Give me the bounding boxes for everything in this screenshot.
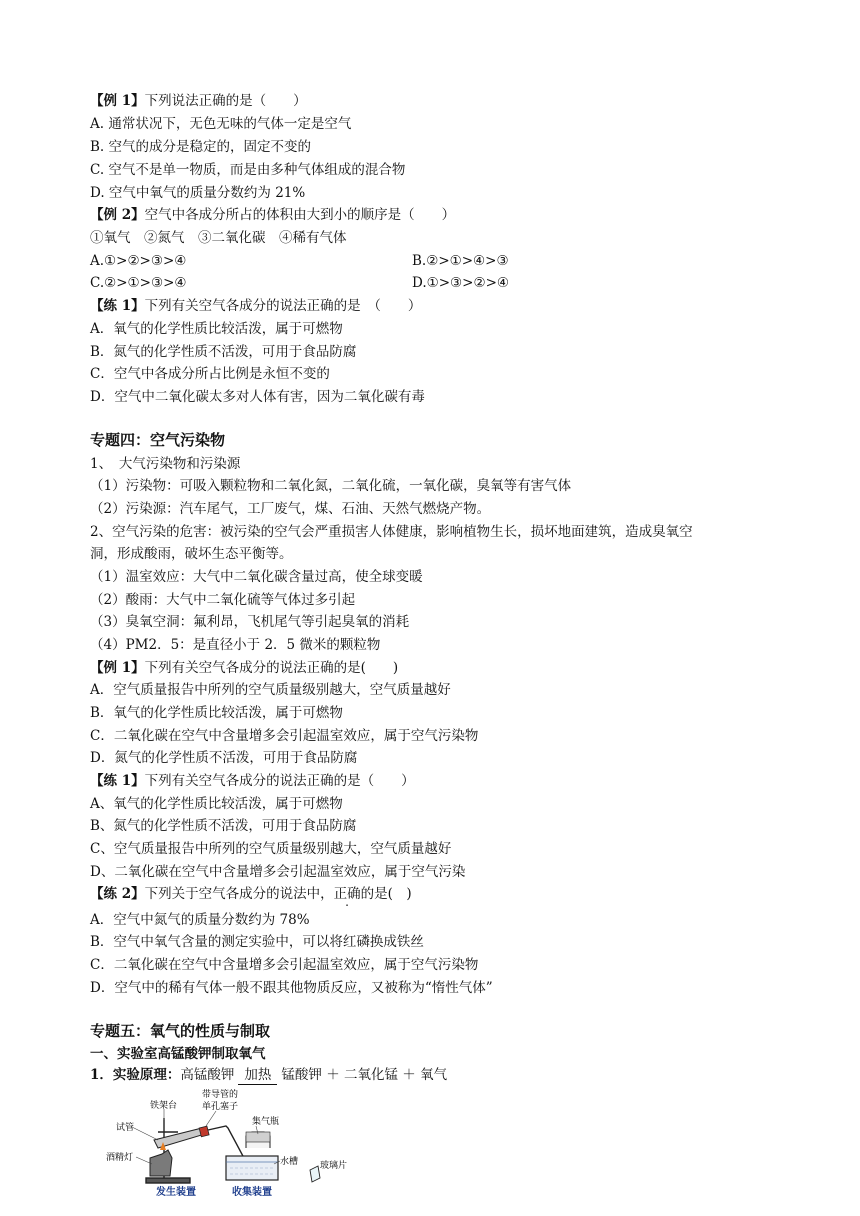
example-2-items: ①氧气 ②氮气 ③二氧化碳 ④稀有气体	[90, 230, 347, 246]
section-5-subtitle: 一、实验室高锰酸钾制取氧气	[90, 1046, 266, 1062]
sec4-point-1: 1、 大气污染物和污染源	[90, 456, 241, 472]
sec4-point-1a: （1）污染物：可吸入颗粒物和二氧化氮，二氧化硫，一氧化碳，臭氧等有害气体	[90, 478, 572, 494]
practice-1-question: 【练 1】下列有关空气各成分的说法正确的是 （ ）	[90, 298, 422, 314]
label-alcohol-lamp: 酒精灯	[106, 1153, 134, 1163]
sec4-point-2-line1: 2、空气污染的危害：被污染的空气会严重损害人体健康，影响植物生长，损坏地面建筑，造成臭氧空	[90, 524, 693, 540]
practice-1-option-d: D．空气中二氧化碳太多对人体有害，因为二氧化碳有毒	[90, 389, 425, 405]
sec4-point-2b: （2）酸雨：大气中二氧化硫等气体过多引起	[90, 592, 356, 608]
label-stopper-line1: 带导管的	[202, 1090, 239, 1100]
sec4-point-2-line2: 洞，形成酸雨，破坏生态平衡等。	[90, 546, 293, 562]
sec4-point-1b: （2）污染源：汽车尾气，工厂废气，煤、石油、天然气燃烧产物。	[90, 501, 491, 517]
reaction-formula: 1．实验原理：高锰酸钾 加热 锰酸钾 ＋ 二氧化锰 ＋ 氧气	[90, 1067, 448, 1083]
sec4-practice-1-option-b: B、氮气的化学性质不活泼，可用于食品防腐	[90, 818, 357, 834]
sec4-practice-1-option-d: D、二氧化碳在空气中含量增多会引起温室效应，属于空气污染	[90, 864, 466, 880]
reaction-condition: 加热	[238, 1066, 277, 1085]
sec4-practice-1-question: 【练 1】下列有关空气各成分的说法正确的是（ ）	[90, 773, 415, 789]
label-test-tube: 试管	[116, 1123, 135, 1133]
sec4-example-1-question: 【例 1】下列有关空气各成分的说法正确的是( )	[90, 660, 399, 676]
example-1-option-c: C. 空气不是单一物质，而是由多种气体组成的混合物	[90, 162, 406, 178]
label-water-trough: 水槽	[280, 1157, 299, 1167]
sec4-example-1-option-d: D．氮气的化学性质不活泼，可用于食品防腐	[90, 750, 358, 766]
example-2-option-a: A.①>②>③>④	[90, 253, 187, 269]
label-generator: 发生装置	[156, 1187, 196, 1198]
sec4-practice-2-option-c: C．二氧化碳在空气中含量增多会引起温室效应，属于空气污染物	[90, 957, 479, 973]
sec4-practice-2-option-a: A．空气中氮气的质量分数约为 78%	[90, 912, 310, 928]
example-2-option-c: C.②>①>③>④	[90, 275, 187, 291]
sec4-practice-2-option-b: B．空气中氧气含量的测定实验中，可以将红磷换成铁丝	[90, 934, 424, 950]
water-trough-shape	[226, 1156, 278, 1180]
label-stopper-line2: 单孔塞子	[202, 1102, 239, 1112]
sec4-point-2d: （4）PM2．5：是直径小于 2．5 微米的颗粒物	[90, 637, 381, 653]
section-4-title: 专题四：空气污染物	[90, 431, 226, 449]
example-2-option-b: B.②>①>④>③	[412, 253, 509, 269]
example-2-question: 【例 2】空气中各成分所占的体积由大到小的顺序是（ ）	[90, 207, 456, 223]
section-5-title: 专题五：氧气的性质与制取	[90, 1022, 271, 1040]
sec4-example-1-option-a: A．空气质量报告中所列的空气质量级别越大，空气质量越好	[90, 682, 451, 698]
example-1-option-a: A. 通常状况下，无色无味的气体一定是空气	[90, 116, 352, 132]
practice-1-option-c: C．空气中各成分所占比例是永恒不变的	[90, 366, 330, 382]
practice-1-option-a: A．氧气的化学性质比较活泼，属于可燃物	[90, 321, 343, 337]
label-glass-slide: 玻璃片	[320, 1161, 348, 1171]
apparatus-diagram	[106, 1088, 366, 1200]
sec4-practice-2-question: 【练 2】下列关于空气各成分的说法中，正确的是( )	[90, 886, 412, 902]
label-collector: 收集装置	[232, 1187, 272, 1198]
gas-bottle-shape	[246, 1132, 270, 1148]
example-1-question: 【例 1】下列说法正确的是（ ）	[90, 93, 307, 109]
sec4-practice-2-option-d: D．空气中的稀有气体一般不跟其他物质反应，又被称为“惰性气体”	[90, 980, 493, 996]
glass-slide-shape	[310, 1166, 320, 1182]
emphasis-mark: 正确	[333, 886, 361, 902]
example-1-option-b: B. 空气的成分是稳定的，固定不变的	[90, 139, 312, 155]
sec4-example-1-option-b: B．氧气的化学性质比较活泼，属于可燃物	[90, 705, 343, 721]
example-1-option-d: D. 空气中氧气的质量分数约为 21%	[90, 185, 306, 201]
sec4-point-2c: （3）臭氧空洞：氟利昂，飞机尾气等引起臭氧的消耗	[90, 614, 410, 630]
sec4-practice-1-option-c: C、空气质量报告中所列的空气质量级别越大，空气质量越好	[90, 841, 452, 857]
label-gas-bottle: 集气瓶	[252, 1117, 280, 1127]
practice-1-option-b: B．氮气的化学性质不活泼，可用于食品防腐	[90, 344, 357, 360]
example-2-option-d: D.①>③>②>④	[412, 275, 509, 291]
sec4-practice-1-option-a: A、氧气的化学性质比较活泼，属于可燃物	[90, 796, 343, 812]
sec4-example-1-option-c: C．二氧化碳在空气中含量增多会引起温室效应，属于空气污染物	[90, 728, 479, 744]
label-iron-stand: 铁架台	[150, 1101, 178, 1111]
sec4-point-2a: （1）温室效应：大气中二氧化碳含量过高，使全球变暖	[90, 569, 423, 585]
